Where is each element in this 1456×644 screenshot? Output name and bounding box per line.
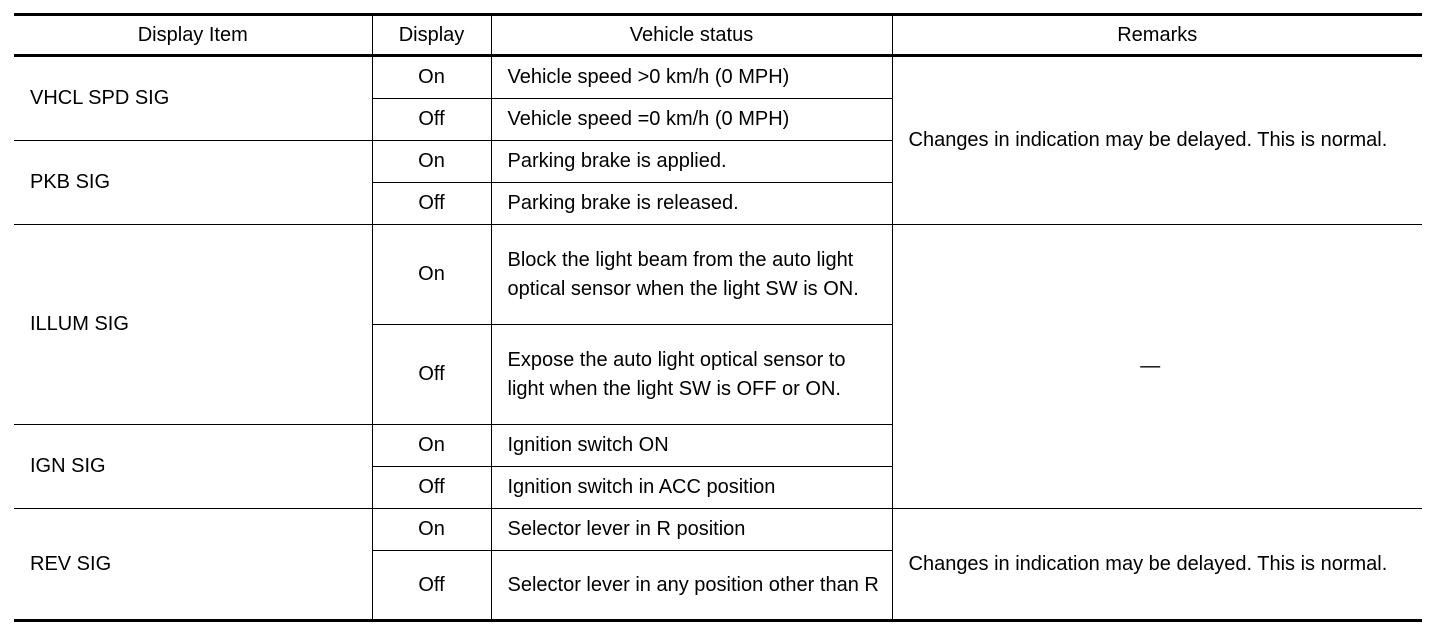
- display-value-cell: Off: [372, 551, 491, 621]
- remarks-cell: Changes in indication may be delayed. This is normal.: [892, 509, 1422, 621]
- header-display-item: Display Item: [14, 15, 372, 56]
- display-item-cell: PKB SIG: [14, 141, 372, 225]
- table-row: [14, 225, 1422, 325]
- display-item-cell: REV SIG: [14, 509, 372, 621]
- table-header-row: [14, 15, 1422, 56]
- vehicle-status-cell: Parking brake is released.: [491, 183, 892, 225]
- vehicle-status-cell: Selector lever in any position other than R: [491, 551, 892, 621]
- table-row: [14, 509, 1422, 551]
- display-value-cell: On: [372, 425, 491, 467]
- display-item-cell: VHCL SPD SIG: [14, 56, 372, 141]
- header-display: Display: [372, 15, 491, 56]
- vehicle-status-cell: Vehicle speed >0 km/h (0 MPH): [491, 56, 892, 99]
- display-value-cell: On: [372, 56, 491, 99]
- display-value-cell: On: [372, 225, 491, 325]
- vehicle-status-cell: Block the light beam from the auto light optical sensor when the light SW is ON.: [491, 225, 892, 325]
- table-row: [14, 56, 1422, 99]
- vehicle-status-cell: Ignition switch ON: [491, 425, 892, 467]
- vehicle-status-cell: Vehicle speed =0 km/h (0 MPH): [491, 99, 892, 141]
- vehicle-status-cell: Expose the auto light optical sensor to light when the light SW is OFF or ON.: [491, 325, 892, 425]
- display-value-cell: On: [372, 509, 491, 551]
- vehicle-status-cell: Parking brake is applied.: [491, 141, 892, 183]
- display-value-cell: Off: [372, 325, 491, 425]
- display-item-cell: ILLUM SIG: [14, 225, 372, 425]
- data-monitor-table: [14, 13, 1422, 622]
- vehicle-status-cell: Selector lever in R position: [491, 509, 892, 551]
- header-vehicle-status: Vehicle status: [491, 15, 892, 56]
- remarks-cell: —: [892, 225, 1422, 509]
- display-value-cell: Off: [372, 467, 491, 509]
- remarks-cell: Changes in indication may be delayed. This is normal.: [892, 56, 1422, 225]
- header-remarks: Remarks: [892, 15, 1422, 56]
- display-value-cell: Off: [372, 99, 491, 141]
- display-item-cell: IGN SIG: [14, 425, 372, 509]
- display-value-cell: On: [372, 141, 491, 183]
- vehicle-status-cell: Ignition switch in ACC position: [491, 467, 892, 509]
- display-value-cell: Off: [372, 183, 491, 225]
